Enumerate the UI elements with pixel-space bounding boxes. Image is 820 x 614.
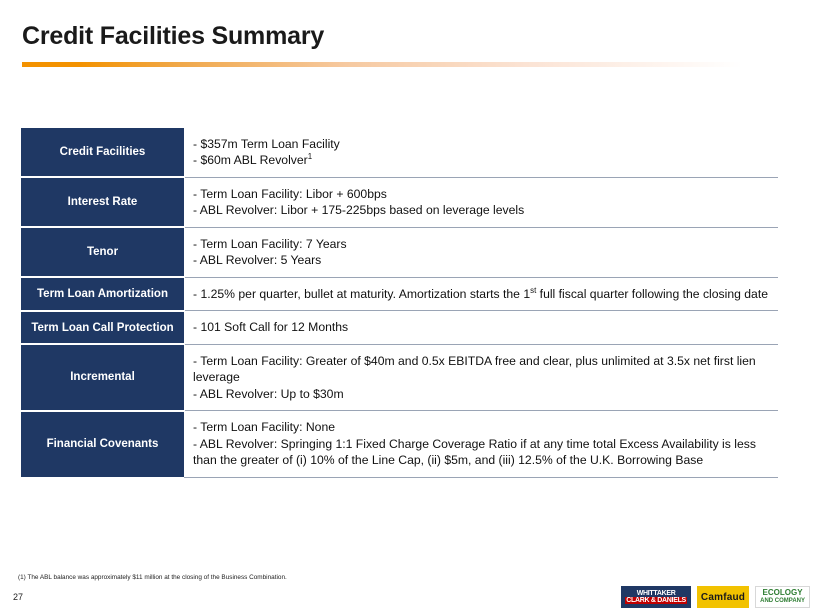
ecology-and-company-logo [755, 586, 810, 608]
content-line: - ABL Revolver: Libor + 175-225bps based on leverage levels [193, 203, 525, 218]
table-row [21, 128, 778, 177]
whittaker-clark-daniels-logo [621, 586, 691, 608]
logo-strip [621, 586, 810, 608]
content-line: - 1.25% per quarter, bullet at maturity. Amortization starts the 1st full fiscal quarter following the closing date [193, 285, 768, 301]
content-line: - Term Loan Facility: Greater of $40m and 0.5x EBITDA free and clear, plus unlimited at 3.5x net first lien leverage [193, 353, 756, 385]
logo-c-line1: ECOLOGY [762, 588, 803, 598]
row-label: Tenor [21, 227, 185, 277]
content-line: - ABL Revolver: Springing 1:1 Fixed Charge Coverage Ratio if at any time total Excess Availability is less than the greater of (i) 10% of the Line Cap, (ii) $5m, and (iii) 12.5% of the U.K. Borrowing Base [193, 436, 756, 468]
content-line: - $357m Term Loan Facility [193, 137, 340, 151]
content-line: - Term Loan Facility: 7 Years [193, 236, 347, 251]
title-accent-rule [22, 62, 742, 67]
row-content [185, 411, 779, 477]
camfaud-logo: Camfaud [697, 586, 749, 608]
footnote-marker: 1 [307, 152, 313, 162]
table-row [21, 177, 778, 227]
logo-a-line2: CLARK & DANIELS [626, 597, 686, 604]
table-row [21, 277, 778, 310]
logo-c-line2: AND COMPANY [760, 598, 805, 605]
row-label: Term Loan Amortization [21, 277, 185, 310]
page-title: Credit Facilities Summary [22, 22, 325, 50]
content-line [193, 152, 778, 168]
row-label: Credit Facilities [21, 128, 185, 177]
row-label: Incremental [21, 344, 185, 410]
content-line: - ABL Revolver: 5 Years [193, 253, 322, 268]
table-row [21, 344, 778, 410]
row-label: Financial Covenants [21, 411, 185, 477]
content-text: - $60m ABL Revolver [193, 153, 308, 168]
row-content [185, 344, 779, 410]
footnote: (1) The ABL balance was approximately $11 million at the closing of the Business Combination. [18, 574, 287, 581]
credit-facilities-table [21, 128, 778, 478]
content-line: - Term Loan Facility: Libor + 600bps [193, 186, 387, 201]
page-number: 27 [13, 592, 24, 602]
row-content [185, 128, 779, 177]
logo-a-line1: WHITTAKER [636, 589, 676, 597]
table-row [21, 411, 778, 477]
content-line: - Term Loan Facility: None [193, 420, 336, 435]
row-content [185, 311, 779, 344]
table-row [21, 311, 778, 344]
content-line: - ABL Revolver: Up to $30m [193, 386, 344, 401]
table-row [21, 227, 778, 277]
row-content [185, 277, 779, 310]
row-content [185, 177, 779, 227]
row-label: Term Loan Call Protection [21, 311, 185, 344]
content-line: - 101 Soft Call for 12 Months [193, 320, 349, 335]
row-content [185, 227, 779, 277]
row-label: Interest Rate [21, 177, 185, 227]
